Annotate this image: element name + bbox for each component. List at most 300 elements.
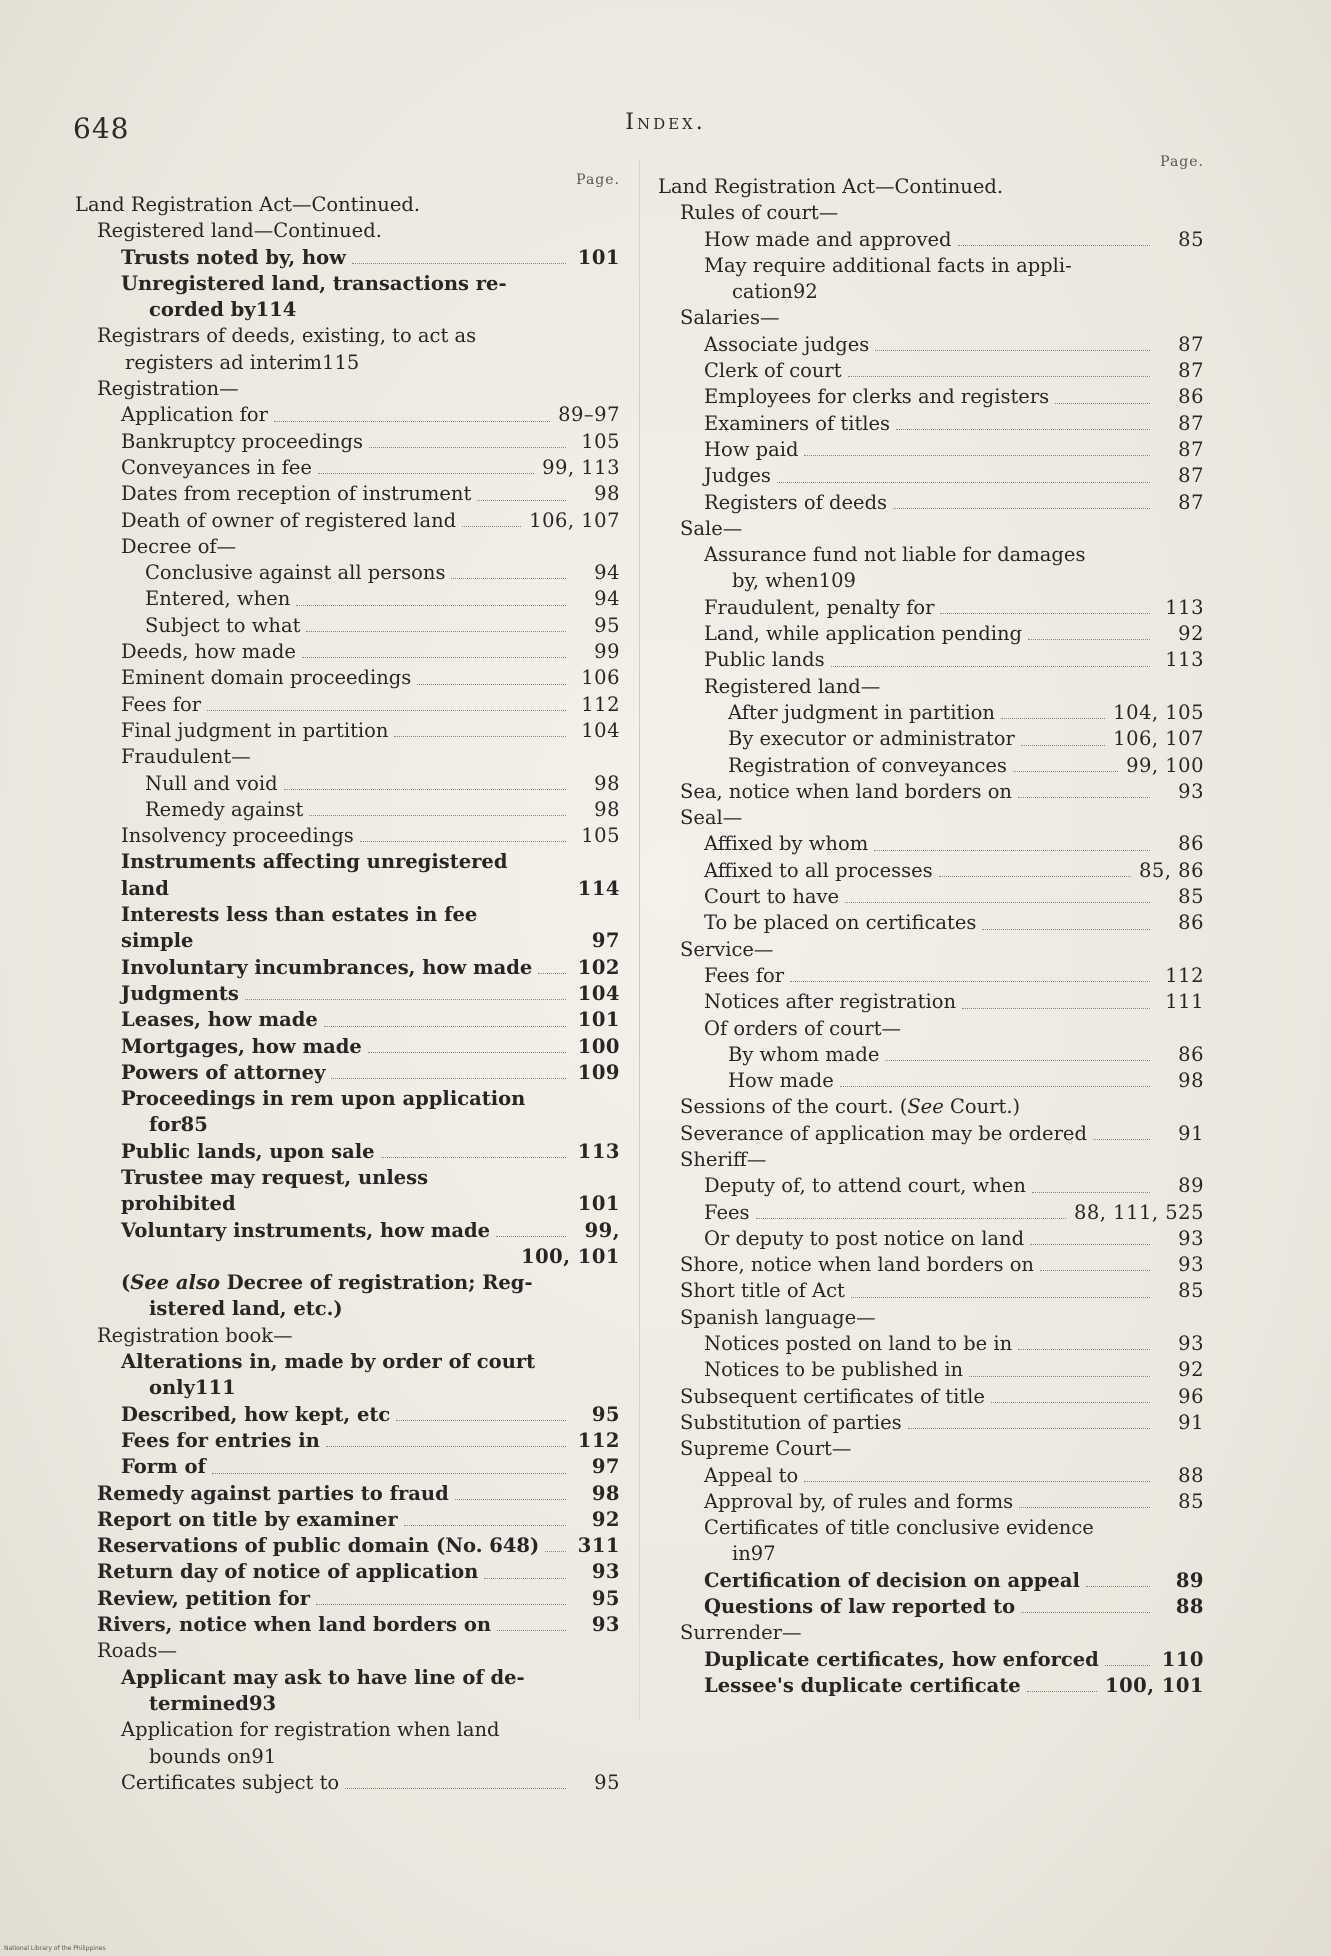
index-entry — [658, 910, 1204, 936]
page-reference: 95 — [591, 1402, 620, 1426]
entry-text: Application for registration when land — [121, 1718, 500, 1742]
page-reference: 98 — [594, 797, 620, 821]
entry-text: Assurance fund not liable for damages — [704, 543, 1086, 567]
entry-text: Salaries— — [680, 306, 780, 330]
entry-text: Fees — [704, 1200, 750, 1224]
entry-text: Substitution of parties — [680, 1410, 902, 1434]
entry-continuation — [121, 1296, 620, 1322]
entry-text: Shore, notice when land borders on — [680, 1253, 1034, 1277]
index-entry — [658, 1121, 1204, 1147]
index-entry — [658, 726, 1204, 752]
entry-text: Dates from reception of instrument — [121, 482, 472, 506]
index-entries-left — [75, 192, 620, 1796]
index-heading — [658, 805, 1204, 831]
index-heading — [75, 534, 620, 560]
entry-text: By executor or administrator — [728, 727, 1015, 751]
dot-leader — [274, 421, 550, 422]
index-entry — [658, 1042, 1204, 1068]
index-heading — [658, 305, 1204, 331]
dot-leader — [404, 1525, 566, 1526]
page-reference: 89–97 — [558, 403, 620, 427]
index-entry — [75, 1218, 620, 1244]
index-entry — [75, 1034, 620, 1060]
page-reference: 105 — [581, 429, 620, 453]
page-reference: 85, 86 — [1138, 858, 1204, 882]
dot-leader — [538, 973, 566, 974]
entry-text: Affixed to all processes — [704, 858, 933, 882]
entry-text: Severance of application may be ordered — [680, 1121, 1087, 1145]
entry-text: Form of — [121, 1455, 206, 1479]
entry-text: Public lands, upon sale — [121, 1139, 375, 1163]
entry-text: Subsequent certificates of title — [680, 1384, 985, 1408]
entry-text: Short title of Act — [680, 1279, 845, 1303]
entry-continuation — [97, 350, 620, 376]
entry-text: Land Registration Act—Continued. — [75, 193, 421, 216]
page-reference: 88, 111, 525 — [1073, 1200, 1204, 1224]
dot-leader — [1093, 1139, 1150, 1140]
entry-text: Interests less than estates in fee simple — [121, 903, 478, 953]
entry-text: Spanish language— — [680, 1305, 876, 1329]
entry-text-continued: istered land, etc.) — [149, 1297, 343, 1321]
entry-text: Registration— — [97, 377, 239, 401]
see-also-note — [75, 1270, 620, 1323]
entry-text: Seal— — [680, 806, 743, 830]
entry-text: Proceedings in rem upon application — [121, 1087, 526, 1111]
page-reference: 99, — [584, 1218, 620, 1242]
entry-text: Judgments — [121, 981, 239, 1005]
page-reference: 113 — [1165, 595, 1204, 619]
dot-leader — [848, 376, 1150, 377]
entry-text: Trustee may request, unless prohibited — [121, 1165, 429, 1216]
entry-text: Questions of law reported to — [704, 1595, 1016, 1619]
dot-leader — [1013, 771, 1118, 772]
entry-text: Or deputy to post notice on land — [704, 1226, 1025, 1250]
dot-leader — [874, 850, 1150, 851]
index-entry — [75, 639, 620, 665]
entry-text: How made — [728, 1069, 834, 1093]
index-entry — [75, 849, 620, 902]
dot-leader — [477, 500, 566, 501]
dot-leader — [1086, 1586, 1150, 1587]
index-entry — [75, 797, 620, 823]
dot-leader — [962, 1008, 1150, 1009]
entry-text: Mortgages, how made — [121, 1034, 362, 1058]
entry-text-continued: termined — [149, 1691, 249, 1715]
dot-leader — [284, 789, 566, 790]
entry-continuation — [704, 279, 1204, 305]
index-entry — [75, 1165, 620, 1218]
dot-leader — [893, 508, 1150, 509]
index-entry — [658, 1252, 1204, 1278]
index-heading — [658, 1620, 1204, 1646]
index-entry — [658, 1226, 1204, 1252]
index-entry — [75, 455, 620, 481]
index-entry — [658, 884, 1204, 910]
page-reference: 99, 113 — [542, 455, 620, 479]
page-reference: 91 — [1178, 1121, 1204, 1145]
index-heading — [658, 200, 1204, 226]
dot-leader — [1040, 1270, 1150, 1271]
index-entry — [658, 1647, 1204, 1673]
entry-text-continued: only — [149, 1376, 195, 1400]
page-reference: 91 — [1178, 1410, 1204, 1434]
entry-text: Notices after registration — [704, 990, 957, 1014]
entry-text: Bankruptcy proceedings — [121, 429, 363, 453]
entry-text-continued: for — [149, 1113, 181, 1137]
entry-text-continued: corded by — [149, 298, 256, 322]
index-heading — [658, 516, 1204, 542]
dot-leader — [396, 1420, 566, 1421]
page-reference: 112 — [1165, 963, 1204, 987]
index-heading — [75, 744, 620, 770]
index-heading — [658, 674, 1204, 700]
dot-leader — [496, 1236, 566, 1237]
index-entry — [658, 1384, 1204, 1410]
page-reference: 98 — [1178, 1069, 1204, 1093]
entry-text-continued: in — [732, 1542, 751, 1566]
page-reference: 89 — [1175, 1568, 1204, 1592]
entry-text: Associate judges — [704, 332, 870, 356]
index-entry — [658, 384, 1204, 410]
dot-leader — [1018, 797, 1150, 798]
index-entry — [658, 490, 1204, 516]
entry-text: Instruments affecting unregistered land — [121, 850, 508, 900]
dot-leader — [1030, 1244, 1150, 1245]
entry-text: Trusts noted by, how — [121, 245, 346, 269]
entry-text: Subject to what — [145, 613, 301, 637]
entry-continuation — [121, 1691, 620, 1717]
index-entry — [658, 989, 1204, 1015]
entry-text: Registers of deeds — [704, 490, 888, 514]
page-reference: 114 — [255, 298, 297, 322]
dot-leader — [840, 1086, 1150, 1087]
index-heading — [658, 1094, 1204, 1120]
entry-text: Reservations of public domain (No. 648) — [97, 1534, 540, 1558]
entry-text: Lessee's duplicate certificate — [704, 1673, 1021, 1697]
dot-leader — [1019, 1507, 1150, 1508]
page-reference: 99, 100 — [1126, 753, 1204, 777]
page-reference: 102 — [577, 955, 620, 979]
running-head: Index. — [625, 110, 706, 135]
page-number: 648 — [73, 112, 130, 145]
page-reference: 87 — [1178, 437, 1204, 461]
dot-leader — [885, 1060, 1150, 1061]
entry-text: Surrender— — [680, 1621, 802, 1645]
index-entry — [658, 542, 1204, 595]
entry-continuation — [704, 1541, 1204, 1567]
page-reference: 85 — [1178, 885, 1204, 909]
index-entry — [658, 463, 1204, 489]
dot-leader — [1021, 1612, 1150, 1613]
entry-text: Leases, how made — [121, 1008, 318, 1032]
dot-leader — [462, 526, 521, 527]
index-entry — [75, 613, 620, 639]
page-reference: 93 — [1178, 1332, 1204, 1356]
dot-leader — [958, 245, 1150, 246]
page-reference: 106, 107 — [529, 508, 620, 532]
entry-continuation — [121, 1375, 620, 1401]
page-reference: 91 — [251, 1744, 277, 1768]
entry-text: Roads— — [97, 1639, 178, 1663]
dot-leader — [306, 631, 566, 632]
entry-text: Service— — [680, 937, 774, 961]
index-entry — [75, 402, 620, 428]
entry-text: Deeds, how made — [121, 640, 296, 664]
dot-leader — [360, 841, 566, 842]
dot-leader — [845, 902, 1150, 903]
index-entry — [75, 1244, 620, 1270]
entry-text: Notices to be published in — [704, 1358, 964, 1382]
entry-text-continued: cation — [732, 280, 793, 304]
index-entry — [658, 1673, 1204, 1699]
page-reference: 96 — [1178, 1384, 1204, 1408]
index-entry — [658, 1200, 1204, 1226]
index-entry — [75, 665, 620, 691]
page-reference: 104 — [577, 981, 620, 1005]
dot-leader — [451, 578, 566, 579]
index-entry — [75, 981, 620, 1007]
page-reference: 85 — [1178, 1489, 1204, 1513]
page-reference: 105 — [581, 824, 620, 848]
dot-leader — [1027, 1691, 1097, 1692]
index-heading — [658, 937, 1204, 963]
see-also-text: (See also Decree of registration; Reg- — [121, 1271, 533, 1295]
index-entry — [658, 1489, 1204, 1515]
entry-text: Powers of attorney — [121, 1060, 326, 1084]
page-reference: 92 — [1178, 622, 1204, 646]
page-reference: 104 — [581, 718, 620, 742]
entry-text: Report on title by examiner — [97, 1507, 398, 1531]
index-entry — [75, 1586, 620, 1612]
entry-text: Examiners of titles — [704, 411, 891, 435]
index-entry — [658, 831, 1204, 857]
index-entry — [75, 771, 620, 797]
entry-text: Return day of notice of application — [97, 1560, 479, 1584]
page-reference: 85 — [1178, 1279, 1204, 1303]
dot-leader — [982, 929, 1150, 930]
index-entry — [658, 437, 1204, 463]
dot-leader — [497, 1630, 566, 1631]
entry-text: Sheriff— — [680, 1147, 767, 1171]
index-entry — [658, 595, 1204, 621]
page-reference: 88 — [1175, 1595, 1204, 1619]
entry-text: Unregistered land, transactions re- — [121, 271, 507, 295]
index-entry — [658, 411, 1204, 437]
dot-leader — [455, 1499, 566, 1500]
index-entry — [658, 1278, 1204, 1304]
page-reference: 113 — [577, 1139, 620, 1163]
page-reference: 93 — [248, 1691, 277, 1715]
entry-text: Fees for entries in — [121, 1428, 320, 1452]
dot-leader — [831, 666, 1150, 667]
entry-continuation — [704, 568, 1204, 594]
index-entry — [658, 332, 1204, 358]
index-entry — [658, 1173, 1204, 1199]
dot-leader — [804, 1481, 1150, 1482]
index-entry — [658, 1357, 1204, 1383]
index-entry — [658, 963, 1204, 989]
page-reference: 111 — [1165, 990, 1204, 1014]
entry-text: Applicant may ask to have line of de- — [121, 1665, 525, 1689]
index-entry — [658, 1594, 1204, 1620]
index-entry — [75, 1086, 620, 1139]
index-heading — [658, 1436, 1204, 1462]
dot-leader — [345, 1788, 566, 1789]
page-reference: 93 — [591, 1560, 620, 1584]
page-reference: 88 — [1178, 1463, 1204, 1487]
dot-leader — [245, 999, 566, 1000]
entry-text: Rules of court— — [680, 201, 839, 225]
index-heading — [75, 1638, 620, 1664]
entry-text-continued: registers ad interim — [125, 350, 323, 374]
dot-leader — [1018, 1349, 1150, 1350]
entry-text: Decree of— — [121, 534, 237, 558]
index-entry — [658, 358, 1204, 384]
page-reference: 86 — [1178, 385, 1204, 409]
page-reference: 87 — [1178, 464, 1204, 488]
index-entries-right — [658, 174, 1204, 1699]
column-divider — [639, 160, 640, 1720]
imprint: National Library of the Philippines — [4, 1945, 106, 1952]
dot-leader — [394, 736, 566, 737]
dot-leader — [212, 1473, 566, 1474]
entry-text: To be placed on certificates — [704, 911, 977, 935]
entry-text: Duplicate certificates, how enforced — [704, 1647, 1099, 1671]
page-reference: 115 — [322, 350, 360, 374]
entry-text: Involuntary incumbrances, how made — [121, 955, 533, 979]
page-reference: 110 — [1161, 1647, 1204, 1671]
entry-text: Fraudulent— — [121, 745, 251, 769]
index-entry — [75, 1428, 620, 1454]
entry-text: Insolvency proceedings — [121, 824, 354, 848]
page-column-label: Page. — [576, 172, 620, 188]
index-entry — [75, 429, 620, 455]
page-reference: 86 — [1178, 832, 1204, 856]
entry-text: Conveyances in fee — [121, 455, 312, 479]
dot-leader — [1105, 1665, 1150, 1666]
dot-leader — [368, 1052, 566, 1053]
index-entry — [75, 1533, 620, 1559]
index-entry — [75, 1481, 620, 1507]
index-heading — [658, 174, 1204, 200]
index-entry — [658, 753, 1204, 779]
index-entry — [658, 647, 1204, 673]
entry-text: Rivers, notice when land borders on — [97, 1613, 492, 1637]
page-column-label: Page. — [1160, 154, 1204, 170]
entry-text: Appeal to — [704, 1463, 799, 1487]
index-heading — [75, 376, 620, 402]
dot-leader — [969, 1376, 1150, 1377]
index-heading — [658, 1305, 1204, 1331]
page-reference: 93 — [1178, 1226, 1204, 1250]
entry-text: Land, while application pending — [704, 622, 1022, 646]
index-entry — [658, 621, 1204, 647]
entry-text: Registration book— — [97, 1323, 293, 1347]
entry-text: Court to have — [704, 885, 840, 909]
index-entry — [75, 692, 620, 718]
index-entry — [75, 586, 620, 612]
entry-text: Sea, notice when land borders on — [680, 779, 1012, 803]
entry-text-continued: by, when — [732, 569, 819, 593]
entry-text-continued: bounds on — [149, 1744, 252, 1768]
entry-text: Clerk of court — [704, 359, 842, 383]
index-entry — [658, 253, 1204, 306]
index-entry — [75, 955, 620, 981]
entry-text: Application for — [121, 403, 268, 427]
entry-text: Alterations in, made by order of court — [121, 1350, 536, 1374]
dot-leader — [302, 657, 566, 658]
dot-leader — [790, 981, 1150, 982]
dot-leader — [1001, 718, 1105, 719]
page-reference: 98 — [591, 1481, 620, 1505]
page-reference: 93 — [591, 1613, 620, 1637]
entry-text: Registration of conveyances — [728, 753, 1007, 777]
page-reference: 97 — [591, 1455, 620, 1479]
index-entry — [75, 1402, 620, 1428]
entry-text: Sessions of the court. (See Court.) — [680, 1095, 1021, 1119]
index-heading — [658, 1016, 1204, 1042]
page-reference: 98 — [594, 771, 620, 795]
page-reference: 112 — [577, 1428, 620, 1452]
entry-text: Judges — [704, 464, 771, 488]
entry-text: Fraudulent, penalty for — [704, 595, 935, 619]
page-reference: 114 — [577, 876, 620, 900]
page-reference: 94 — [594, 561, 620, 585]
entry-text: Approval by, of rules and forms — [704, 1489, 1014, 1513]
page-reference: 93 — [1178, 779, 1204, 803]
page-reference: 85 — [1178, 227, 1204, 251]
dot-leader — [352, 263, 566, 264]
entry-text: Notices posted on land to be in — [704, 1332, 1013, 1356]
dot-leader — [324, 1026, 566, 1027]
page-reference: 311 — [577, 1534, 620, 1558]
dot-leader — [381, 1157, 566, 1158]
dot-leader — [318, 473, 534, 474]
dot-leader — [939, 876, 1131, 877]
entry-text: Certificates subject to — [121, 1770, 340, 1794]
dot-leader — [1028, 639, 1150, 640]
dot-leader — [309, 815, 566, 816]
entry-text: Null and void — [145, 771, 278, 795]
entry-text: Certificates of title conclusive evidence — [704, 1516, 1094, 1540]
index-column-left — [75, 168, 620, 1796]
page-reference: 99 — [594, 640, 620, 664]
index-entry — [75, 1717, 620, 1770]
page-reference: 89 — [1178, 1174, 1204, 1198]
page-reference: 85 — [180, 1113, 208, 1137]
page-reference: 97 — [591, 929, 620, 953]
index-entry — [75, 245, 620, 271]
entry-text: Registrars of deeds, existing, to act as — [97, 324, 477, 348]
index-heading — [75, 1323, 620, 1349]
index-entry — [75, 560, 620, 586]
dot-leader — [417, 684, 566, 685]
entry-text: Land Registration Act—Continued. — [658, 175, 1004, 198]
dot-leader — [851, 1297, 1150, 1298]
index-entry — [75, 1139, 620, 1165]
page-reference: 95 — [594, 613, 620, 637]
index-entry — [75, 1507, 620, 1533]
page-reference: 104, 105 — [1113, 700, 1204, 724]
dot-leader — [777, 482, 1150, 483]
entry-text: Supreme Court— — [680, 1437, 852, 1461]
page-reference: 109 — [818, 569, 856, 593]
page-reference: 97 — [750, 1542, 776, 1566]
entry-text: Of orders of court— — [704, 1016, 902, 1040]
entry-text: Registered land— — [704, 674, 881, 698]
page-reference: 106, 107 — [1113, 727, 1204, 751]
entry-text: Affixed by whom — [704, 832, 869, 856]
